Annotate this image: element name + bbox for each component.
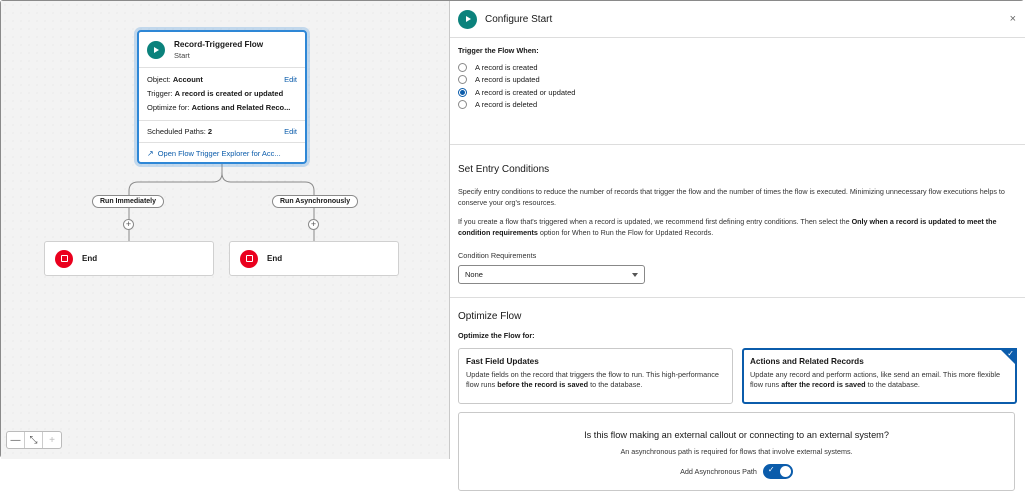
zoom-out-button[interactable]: —	[7, 432, 25, 448]
actions-related-records-option[interactable]	[742, 348, 1017, 404]
add-element-button[interactable]	[308, 219, 319, 230]
radio-label: A record is deleted	[475, 100, 538, 110]
toggle-knob	[780, 466, 791, 477]
optimize-flow-section	[450, 298, 1025, 491]
trigger-label: Trigger:	[147, 89, 173, 98]
scheduled-label: Scheduled Paths:	[147, 127, 206, 136]
stop-icon	[55, 250, 73, 268]
trigger-section	[450, 38, 1025, 145]
chevron-down-icon	[632, 273, 638, 277]
condition-requirements-select[interactable]	[458, 265, 645, 284]
end-element-card[interactable]	[44, 241, 214, 276]
radio-button-selected[interactable]	[458, 88, 467, 97]
external-link-icon: ↗	[147, 148, 154, 158]
option-title: Fast Field Updates	[466, 357, 539, 366]
radio-created-or-updated[interactable]	[458, 86, 1017, 99]
radio-updated[interactable]	[458, 74, 1017, 87]
close-icon[interactable]: ×	[1009, 13, 1016, 25]
flow-trigger-explorer-label: Open Flow Trigger Explorer for Acc...	[157, 148, 281, 158]
plus-icon: +	[310, 219, 317, 229]
stop-icon	[240, 250, 258, 268]
callout-question: Is this flow making an external callout or connecting to an external system?	[584, 430, 889, 440]
entry-conditions-recommendation: If you create a flow that's triggered when a record is updated, we recommend first defining entry conditions. Then select the Only when a record is updated to meet the condition requirements option for When to Run the Flow for Updated Records.	[458, 217, 997, 237]
path-label-run-asynchronously[interactable]: Run Asynchronously	[272, 195, 358, 208]
radio-button[interactable]	[458, 100, 467, 109]
object-value: Account	[172, 75, 203, 84]
start-element-details	[139, 68, 305, 121]
start-element-title: Record-Triggered Flow	[174, 39, 264, 49]
edit-scheduled-paths-link[interactable]: Edit	[284, 127, 297, 136]
flow-trigger-explorer-link[interactable]	[139, 143, 305, 163]
optimize-for-label: Optimize the Flow for:	[458, 331, 535, 340]
condition-requirements-label: Condition Requirements	[458, 251, 537, 260]
start-element-header	[139, 32, 305, 68]
edit-object-link[interactable]: Edit	[284, 75, 297, 84]
trigger-row	[147, 89, 297, 98]
end-element-label: End	[82, 254, 98, 263]
play-icon	[147, 41, 165, 59]
radio-created[interactable]	[458, 61, 1017, 74]
add-element-button[interactable]	[123, 219, 134, 230]
async-toggle-label: Add Asynchronous Path	[680, 467, 757, 476]
trigger-group-label: Trigger the Flow When:	[458, 46, 539, 55]
radio-deleted[interactable]	[458, 99, 1017, 112]
object-row	[147, 75, 297, 84]
radio-label: A record is updated	[475, 75, 540, 85]
fast-field-updates-option[interactable]	[458, 348, 733, 404]
radio-label: A record is created or updated	[475, 87, 576, 97]
callout-note: An asynchronous path is required for flows that involve external systems.	[620, 447, 853, 456]
entry-conditions-title: Set Entry Conditions	[458, 164, 550, 175]
option-description: Update any record and perform actions, like send an email. This more flexible flow runs after the record is saved to the database.	[750, 370, 1001, 389]
optimize-label: Optimize for:	[147, 103, 190, 112]
object-label: Object:	[147, 75, 171, 84]
zoom-in-button[interactable]: +	[49, 434, 55, 446]
plus-icon: +	[125, 219, 132, 229]
entry-conditions-section	[450, 145, 1025, 298]
radio-button[interactable]	[458, 75, 467, 84]
end-element-card[interactable]	[229, 241, 399, 276]
panel-header	[450, 1, 1025, 38]
fit-view-button[interactable]: ⤡	[25, 432, 43, 448]
option-title: Actions and Related Records	[750, 357, 864, 366]
optimize-row	[147, 103, 297, 112]
radio-button[interactable]	[458, 63, 467, 72]
optimize-flow-title: Optimize Flow	[458, 311, 522, 322]
play-icon	[458, 10, 477, 29]
async-path-callout	[458, 412, 1015, 491]
check-icon: ✓	[1007, 349, 1014, 358]
start-element-subtitle: Start	[174, 50, 190, 60]
flow-canvas[interactable]	[1, 1, 450, 459]
async-path-toggle[interactable]	[763, 464, 793, 479]
start-element-card[interactable]	[137, 30, 307, 164]
scheduled-paths-row	[139, 121, 305, 143]
check-icon: ✓	[767, 465, 775, 474]
radio-label: A record is created	[475, 62, 538, 72]
end-element-label: End	[267, 254, 283, 263]
configure-start-panel	[450, 1, 1025, 476]
optimize-value: Actions and Related Reco...	[191, 103, 291, 112]
condition-requirements-value: None	[465, 270, 483, 279]
scheduled-value: 2	[207, 127, 213, 136]
panel-title: Configure Start	[485, 13, 553, 25]
option-description: Update fields on the record that triggers the flow to run. This high-performance flow runs before the record is saved to the database.	[466, 370, 719, 389]
async-toggle-row	[459, 464, 1014, 479]
trigger-value: A record is created or updated	[174, 89, 284, 98]
entry-conditions-description: Specify entry conditions to reduce the number of records that trigger the flow and the number of times the flow is executed. Minimizing unnecessary flow executions helps to conserve your org's resources.	[458, 187, 1005, 207]
path-label-run-immediately[interactable]: Run Immediately	[92, 195, 164, 208]
zoom-controls	[6, 431, 62, 449]
